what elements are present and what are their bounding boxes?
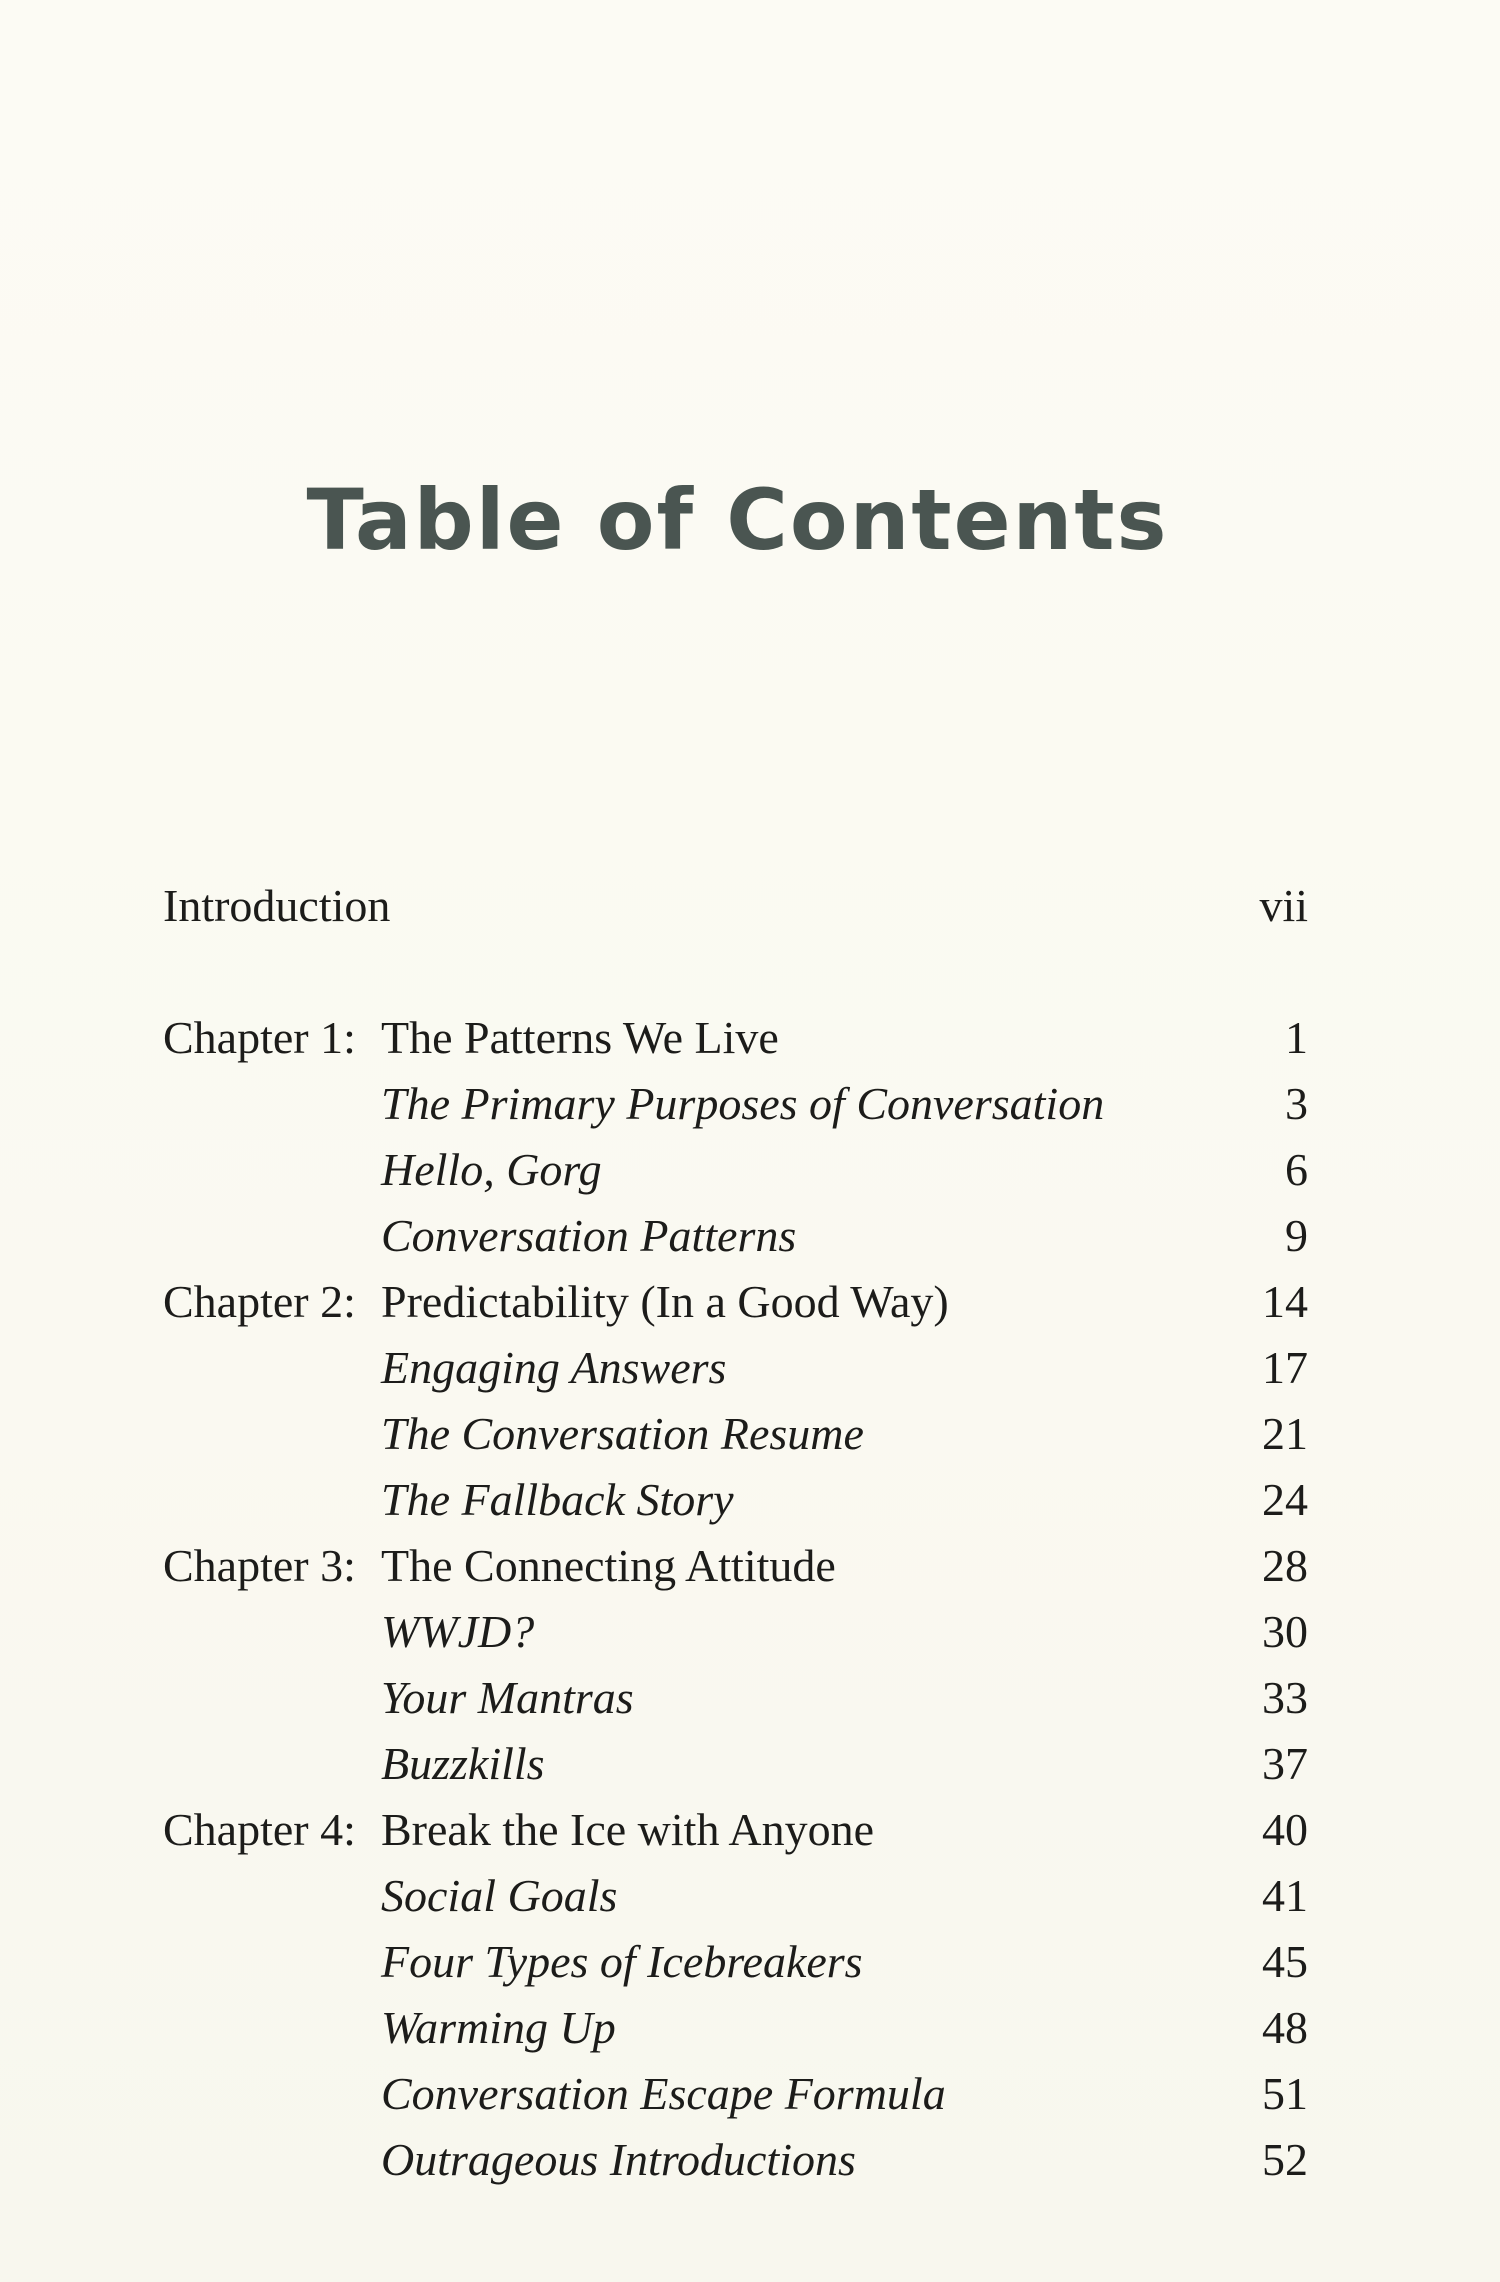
- section-title: The Primary Purposes of Conversation: [381, 1078, 1105, 1129]
- toc-entry-label: Introduction: [163, 880, 391, 931]
- toc-page-number: 24: [1262, 1474, 1308, 1525]
- section-title: Your Mantras: [381, 1672, 634, 1723]
- toc-entry-chapter-4: [0, 1798, 1500, 1862]
- toc-page-number: 37: [1262, 1738, 1308, 1789]
- toc-entry-section: [0, 1138, 1500, 1202]
- section-title: Outrageous Introductions: [381, 2134, 856, 2185]
- toc-page-number: 17: [1262, 1342, 1308, 1393]
- toc-page-number: 41: [1262, 1870, 1308, 1921]
- section-title: Social Goals: [381, 1870, 618, 1921]
- toc-page-number: 21: [1262, 1408, 1308, 1459]
- toc-entry-section: [0, 1600, 1500, 1664]
- toc-page-number: 51: [1262, 2068, 1308, 2119]
- section-title: Four Types of Icebreakers: [381, 1936, 863, 1987]
- chapter-number: Chapter 3:: [163, 1540, 356, 1591]
- toc-page-number: 45: [1262, 1936, 1308, 1987]
- section-title: WWJD?: [381, 1606, 535, 1657]
- toc-entry-section: [0, 1402, 1500, 1466]
- chapter-number: Chapter 4:: [163, 1804, 356, 1855]
- toc-entry-chapter-3: [0, 1534, 1500, 1598]
- section-title: Hello, Gorg: [381, 1144, 602, 1195]
- page-title: Table of Contents: [306, 471, 1169, 569]
- toc-page-number: 9: [1285, 1210, 1308, 1261]
- chapter-title: The Patterns We Live: [381, 1012, 779, 1063]
- toc-entry-section: [0, 2128, 1500, 2192]
- toc-page-number: vii: [1259, 880, 1308, 931]
- toc-page-number: 52: [1262, 2134, 1308, 2185]
- toc-entry-section: [0, 1468, 1500, 1532]
- toc-page-number: 33: [1262, 1672, 1308, 1723]
- section-title: The Conversation Resume: [381, 1408, 864, 1459]
- toc-page-number: 48: [1262, 2002, 1308, 2053]
- toc-page-number: 30: [1262, 1606, 1308, 1657]
- toc-entry-introduction: [0, 874, 1500, 938]
- section-title: The Fallback Story: [381, 1474, 734, 1525]
- toc-entry-chapter-2: [0, 1270, 1500, 1334]
- chapter-title: Predictability (In a Good Way): [381, 1276, 949, 1327]
- toc-entry-section: [0, 1204, 1500, 1268]
- toc-page-number: 1: [1285, 1012, 1308, 1063]
- toc-entry-section: [0, 1072, 1500, 1136]
- toc-entry-section: [0, 2062, 1500, 2126]
- section-title: Buzzkills: [381, 1738, 545, 1789]
- chapter-number: Chapter 2:: [163, 1276, 356, 1327]
- toc-entry-section: [0, 1336, 1500, 1400]
- toc-page-number: 14: [1262, 1276, 1308, 1327]
- toc-entry-section: [0, 1996, 1500, 2060]
- section-title: Engaging Answers: [381, 1342, 727, 1393]
- toc-page-number: 28: [1262, 1540, 1308, 1591]
- toc-entry-section: [0, 1732, 1500, 1796]
- toc-entry-chapter-1: [0, 1006, 1500, 1070]
- chapter-title: Break the Ice with Anyone: [381, 1804, 875, 1855]
- section-title: Conversation Patterns: [381, 1210, 797, 1261]
- toc-page-number: 40: [1262, 1804, 1308, 1855]
- toc-page-number: 3: [1285, 1078, 1308, 1129]
- toc-entry-section: [0, 1666, 1500, 1730]
- section-title: Conversation Escape Formula: [381, 2068, 946, 2119]
- chapter-title: The Connecting Attitude: [381, 1540, 836, 1591]
- toc-entry-section: [0, 1930, 1500, 1994]
- section-title: Warming Up: [381, 2002, 616, 2053]
- chapter-number: Chapter 1:: [163, 1012, 356, 1063]
- toc-page-number: 6: [1285, 1144, 1308, 1195]
- toc-entry-section: [0, 1864, 1500, 1928]
